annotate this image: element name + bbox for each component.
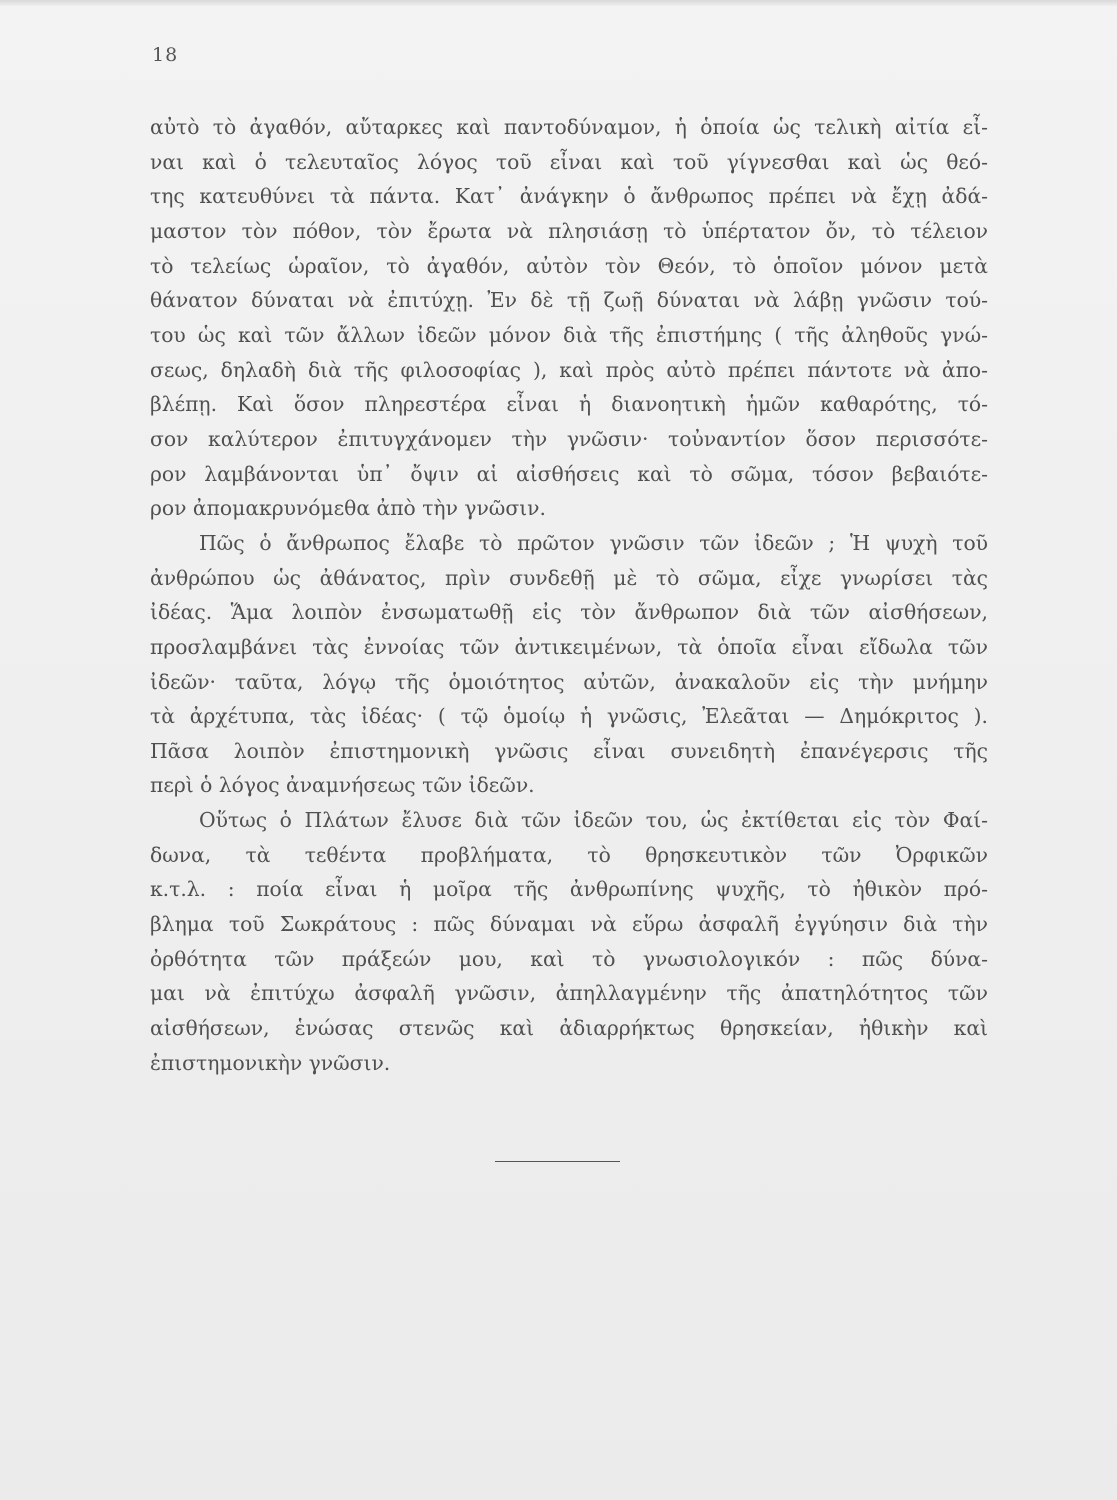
text-line: προσλαμβάνει τὰς ἐννοίας τῶν ἀντικειμένων, τὰ ὁποῖα εἶναι εἴδωλα τῶν [150, 634, 988, 659]
text-line: θάνατον δύναται νὰ ἐπιτύχῃ. Ἐν δὲ τῇ ζωῇ δύναται νὰ λάβῃ γνῶσιν τού- [150, 288, 988, 313]
text-line: μαι νὰ ἐπιτύχω ἀσφαλῆ γνῶσιν, ἀπηλλαγμένην τῆς ἀπατηλότητος τῶν [150, 981, 988, 1006]
text-line: ἰδεῶν· ταῦτα, λόγῳ τῆς ὁμοιότητος αὐτῶν, ἀνακαλοῦν εἰς τὴν μνήμην [150, 669, 988, 694]
text-line: αἰσθήσεων, ἑνώσας στενῶς καὶ ἀδιαρρήκτως θρησκείαν, ἠθικὴν καὶ [150, 1016, 988, 1041]
text-line: σεως, δηλαδὴ διὰ τῆς φιλοσοφίας ), καὶ πρὸς αὐτὸ πρέπει πάντοτε νὰ ἀπο- [150, 357, 988, 382]
text-line: ρον λαμβάνονται ὑπ᾽ ὄψιν αἱ αἰσθήσεις καὶ τὸ σῶμα, τόσον βεβαιότε- [150, 461, 988, 486]
text-line: Πᾶσα λοιπὸν ἐπιστημονικὴ γνῶσις εἶναι συνειδητὴ ἐπανέγερσις τῆς [150, 738, 988, 763]
text-line: βλημα τοῦ Σωκράτους : πῶς δύναμαι νὰ εὕρω ἀσφαλῆ ἐγγύησιν διὰ τὴν [150, 912, 988, 937]
text-line: τὸ τελείως ὡραῖον, τὸ ἀγαθόν, αὐτὸν τὸν Θεόν, τὸ ὁποῖον μόνον μετὰ [150, 253, 988, 278]
text-line: περὶ ὁ λόγος ἀναμνήσεως τῶν ἰδεῶν. [150, 773, 535, 798]
end-of-section-rule [495, 1161, 620, 1162]
text-line: Οὕτως ὁ Πλάτων ἔλυσε διὰ τῶν ἰδεῶν του, ὡς ἐκτίθεται εἰς τὸν Φαί- [199, 808, 988, 833]
text-line: ναι καὶ ὁ τελευταῖος λόγος τοῦ εἶναι καὶ τοῦ γίγνεσθαι καὶ ὡς θεό- [150, 149, 988, 174]
text-line: ἀνθρώπου ὡς ἀθάνατος, πρὶν συνδεθῇ μὲ τὸ σῶμα, εἶχε γνωρίσει τὰς [150, 565, 988, 590]
text-line: τὰ ἀρχέτυπα, τὰς ἰδέας· ( τῷ ὁμοίῳ ἡ γνῶσις, Ἐλεᾶται — Δημόκριτος ). [150, 704, 988, 729]
text-line: δωνα, τὰ τεθέντα προβλήματα, τὸ θρησκευτικὸν τῶν Ὀρφικῶν [150, 842, 988, 867]
text-line: αὐτὸ τὸ ἀγαθόν, αὔταρκες καὶ παντοδύναμον, ἡ ὁποία ὡς τελικὴ αἰτία εἶ- [150, 115, 988, 139]
paragraph-2 [150, 526, 988, 803]
text-line: ἐπιστημονικὴν γνῶσιν. [150, 1050, 391, 1075]
paragraph-1 [150, 110, 988, 526]
text-line: σον καλύτερον ἐπιτυγχάνομεν τὴν γνῶσιν· τοὐναντίον ὅσον περισσότε- [150, 426, 988, 451]
paragraph-3 [150, 803, 988, 1080]
text-line: ρον ἀπομακρυνόμεθα ἀπὸ τὴν γνῶσιν. [150, 496, 546, 521]
text-line: Πῶς ὁ ἄνθρωπος ἔλαβε τὸ πρῶτον γνῶσιν τῶν ἰδεῶν ; Ἡ ψυχὴ τοῦ [199, 530, 988, 555]
text-line: ἰδέας. Ἅμα λοιπὸν ἐνσωματωθῇ εἰς τὸν ἄνθρωπον διὰ τῶν αἰσθήσεων, [150, 600, 988, 625]
text-line: της κατευθύνει τὰ πάντα. Κατ᾽ ἀνάγκην ὁ ἄνθρωπος πρέπει νὰ ἔχῃ ἀδά- [150, 184, 988, 209]
text-line: κ.τ.λ. : ποία εἶναι ἡ μοῖρα τῆς ἀνθρωπίνης ψυχῆς, τὸ ἠθικὸν πρό- [150, 877, 988, 902]
text-line: μαστον τὸν πόθον, τὸν ἔρωτα νὰ πλησιάσῃ τὸ ὑπέρτατον ὄν, τὸ τέλειον [150, 218, 988, 243]
page-top-edge [0, 0, 1117, 6]
text-line: ὀρθότητα τῶν πράξεών μου, καὶ τὸ γνωσιολογικόν : πῶς δύνα- [150, 946, 988, 971]
body-text [150, 110, 988, 1080]
page-number: 18 [152, 44, 179, 66]
text-line: του ὡς καὶ τῶν ἄλλων ἰδεῶν μόνον διὰ τῆς ἐπιστήμης ( τῆς ἀληθοῦς γνώ- [150, 322, 988, 347]
text-line: βλέπῃ. Καὶ ὅσον πληρεστέρα εἶναι ἡ διανοητικὴ ἡμῶν καθαρότης, τό- [150, 392, 988, 417]
